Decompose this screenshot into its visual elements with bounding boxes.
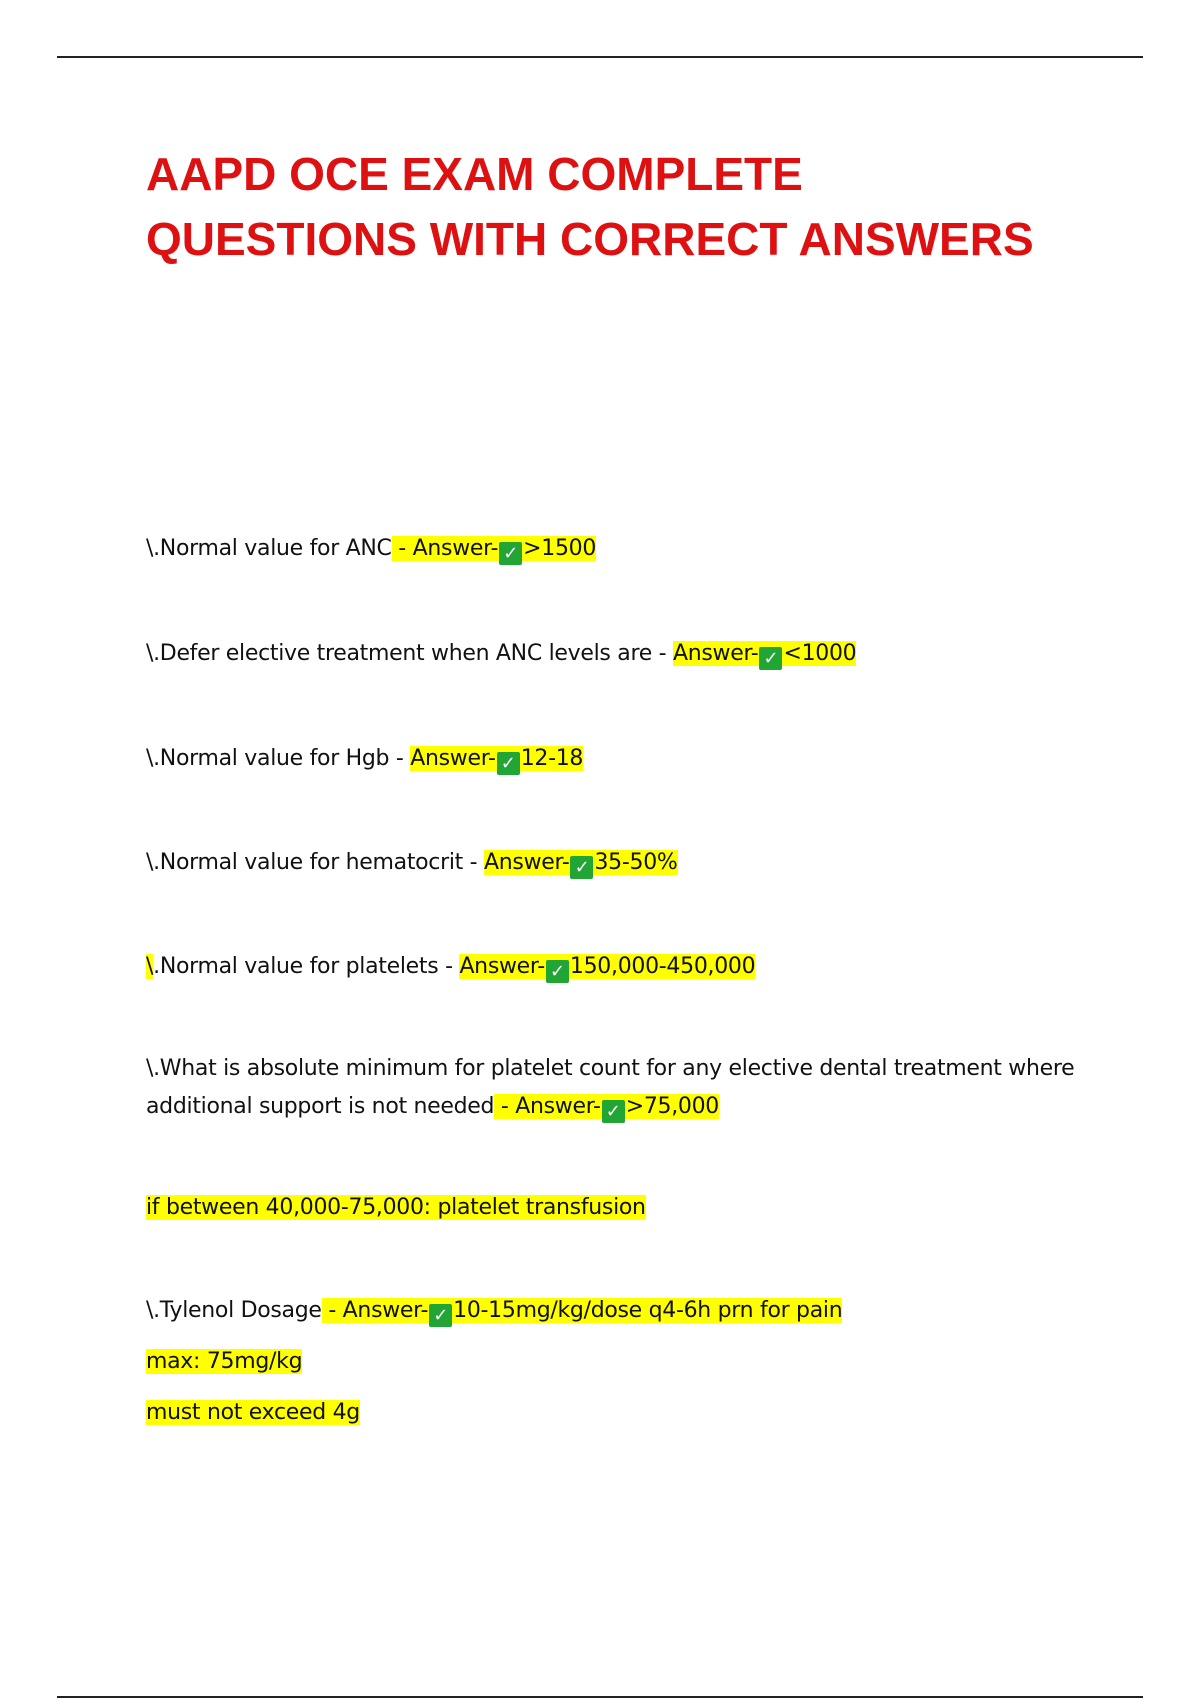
question-text: \.Normal value for ANC	[146, 536, 392, 561]
check-icon: ✓	[602, 1100, 625, 1123]
question-text: \.Normal value for Hgb	[146, 746, 390, 771]
answer-label: Answer-	[412, 536, 499, 561]
separator: -	[494, 1094, 516, 1119]
answer-highlight	[459, 954, 756, 982]
question-text: .Normal value for platelets	[153, 954, 439, 979]
answer-highlight	[672, 641, 857, 669]
answer-value: 10-15mg/kg/dose q4-6h prn for pain	[453, 1298, 843, 1323]
extra-text: max: 75mg/kg	[146, 1349, 303, 1374]
question-text: \.What is absolute minimum for platelet count for any elective dental treatment where	[146, 1056, 1075, 1081]
qa-note	[146, 1193, 646, 1223]
extra-text: must not exceed 4g	[146, 1400, 360, 1425]
qa-item-defer-anc	[146, 639, 856, 670]
title-line-2: QUESTIONS WITH CORRECT ANSWERS	[146, 213, 1034, 265]
qa-item-anc	[146, 534, 596, 565]
answer-label: Answer-	[672, 641, 759, 666]
answer-value: >75,000	[625, 1094, 719, 1119]
qa-item-hematocrit	[146, 848, 678, 879]
question-text: \.Defer elective treatment when ANC levels are	[146, 641, 652, 666]
qa-item-hgb	[146, 744, 583, 775]
check-icon: ✓	[546, 960, 569, 983]
answer-label: Answer-	[515, 1094, 601, 1119]
answer-highlight	[321, 1298, 843, 1326]
question-text: \.Tylenol Dosage	[146, 1298, 322, 1323]
check-icon: ✓	[499, 542, 522, 565]
title-line-1: AAPD OCE EXAM COMPLETE	[146, 148, 803, 200]
separator: -	[391, 536, 413, 561]
question-marker: \	[146, 954, 154, 979]
qa-extra-max	[146, 1347, 302, 1377]
answer-label: Answer-	[342, 1298, 429, 1323]
page-title	[146, 142, 1146, 272]
answer-value: 35-50%	[594, 850, 678, 875]
answer-highlight	[494, 1094, 719, 1122]
answer-highlight	[484, 850, 678, 878]
answer-value: <1000	[783, 641, 857, 666]
question-text: \.Normal value for hematocrit	[146, 850, 463, 875]
qa-extra-limit	[146, 1398, 360, 1428]
answer-label: Answer-	[484, 850, 570, 875]
answer-label: Answer-	[459, 954, 545, 979]
answer-value: >1500	[523, 536, 597, 561]
separator: -	[438, 954, 460, 979]
check-icon: ✓	[570, 856, 593, 879]
check-icon: ✓	[759, 647, 782, 670]
qa-item-platelets	[146, 952, 755, 983]
separator: -	[321, 1298, 343, 1323]
answer-value: 12-18	[520, 746, 584, 771]
answer-highlight	[410, 746, 584, 774]
qa-item-platelet-minimum	[146, 1054, 1074, 1084]
note-text: if between 40,000-75,000: platelet transfusion	[146, 1195, 646, 1220]
bottom-rule	[57, 1696, 1143, 1698]
top-rule	[57, 56, 1143, 58]
separator: -	[462, 850, 485, 875]
qa-item-platelet-minimum-cont	[146, 1092, 719, 1123]
separator: -	[651, 641, 673, 666]
check-icon: ✓	[497, 752, 520, 775]
qa-item-tylenol	[146, 1296, 842, 1327]
answer-value: 150,000-450,000	[569, 954, 756, 979]
answer-highlight	[391, 536, 597, 564]
answer-label: Answer-	[410, 746, 496, 771]
separator: -	[389, 746, 411, 771]
check-icon: ✓	[429, 1304, 452, 1327]
question-text-continued: additional support is not needed	[146, 1094, 495, 1119]
